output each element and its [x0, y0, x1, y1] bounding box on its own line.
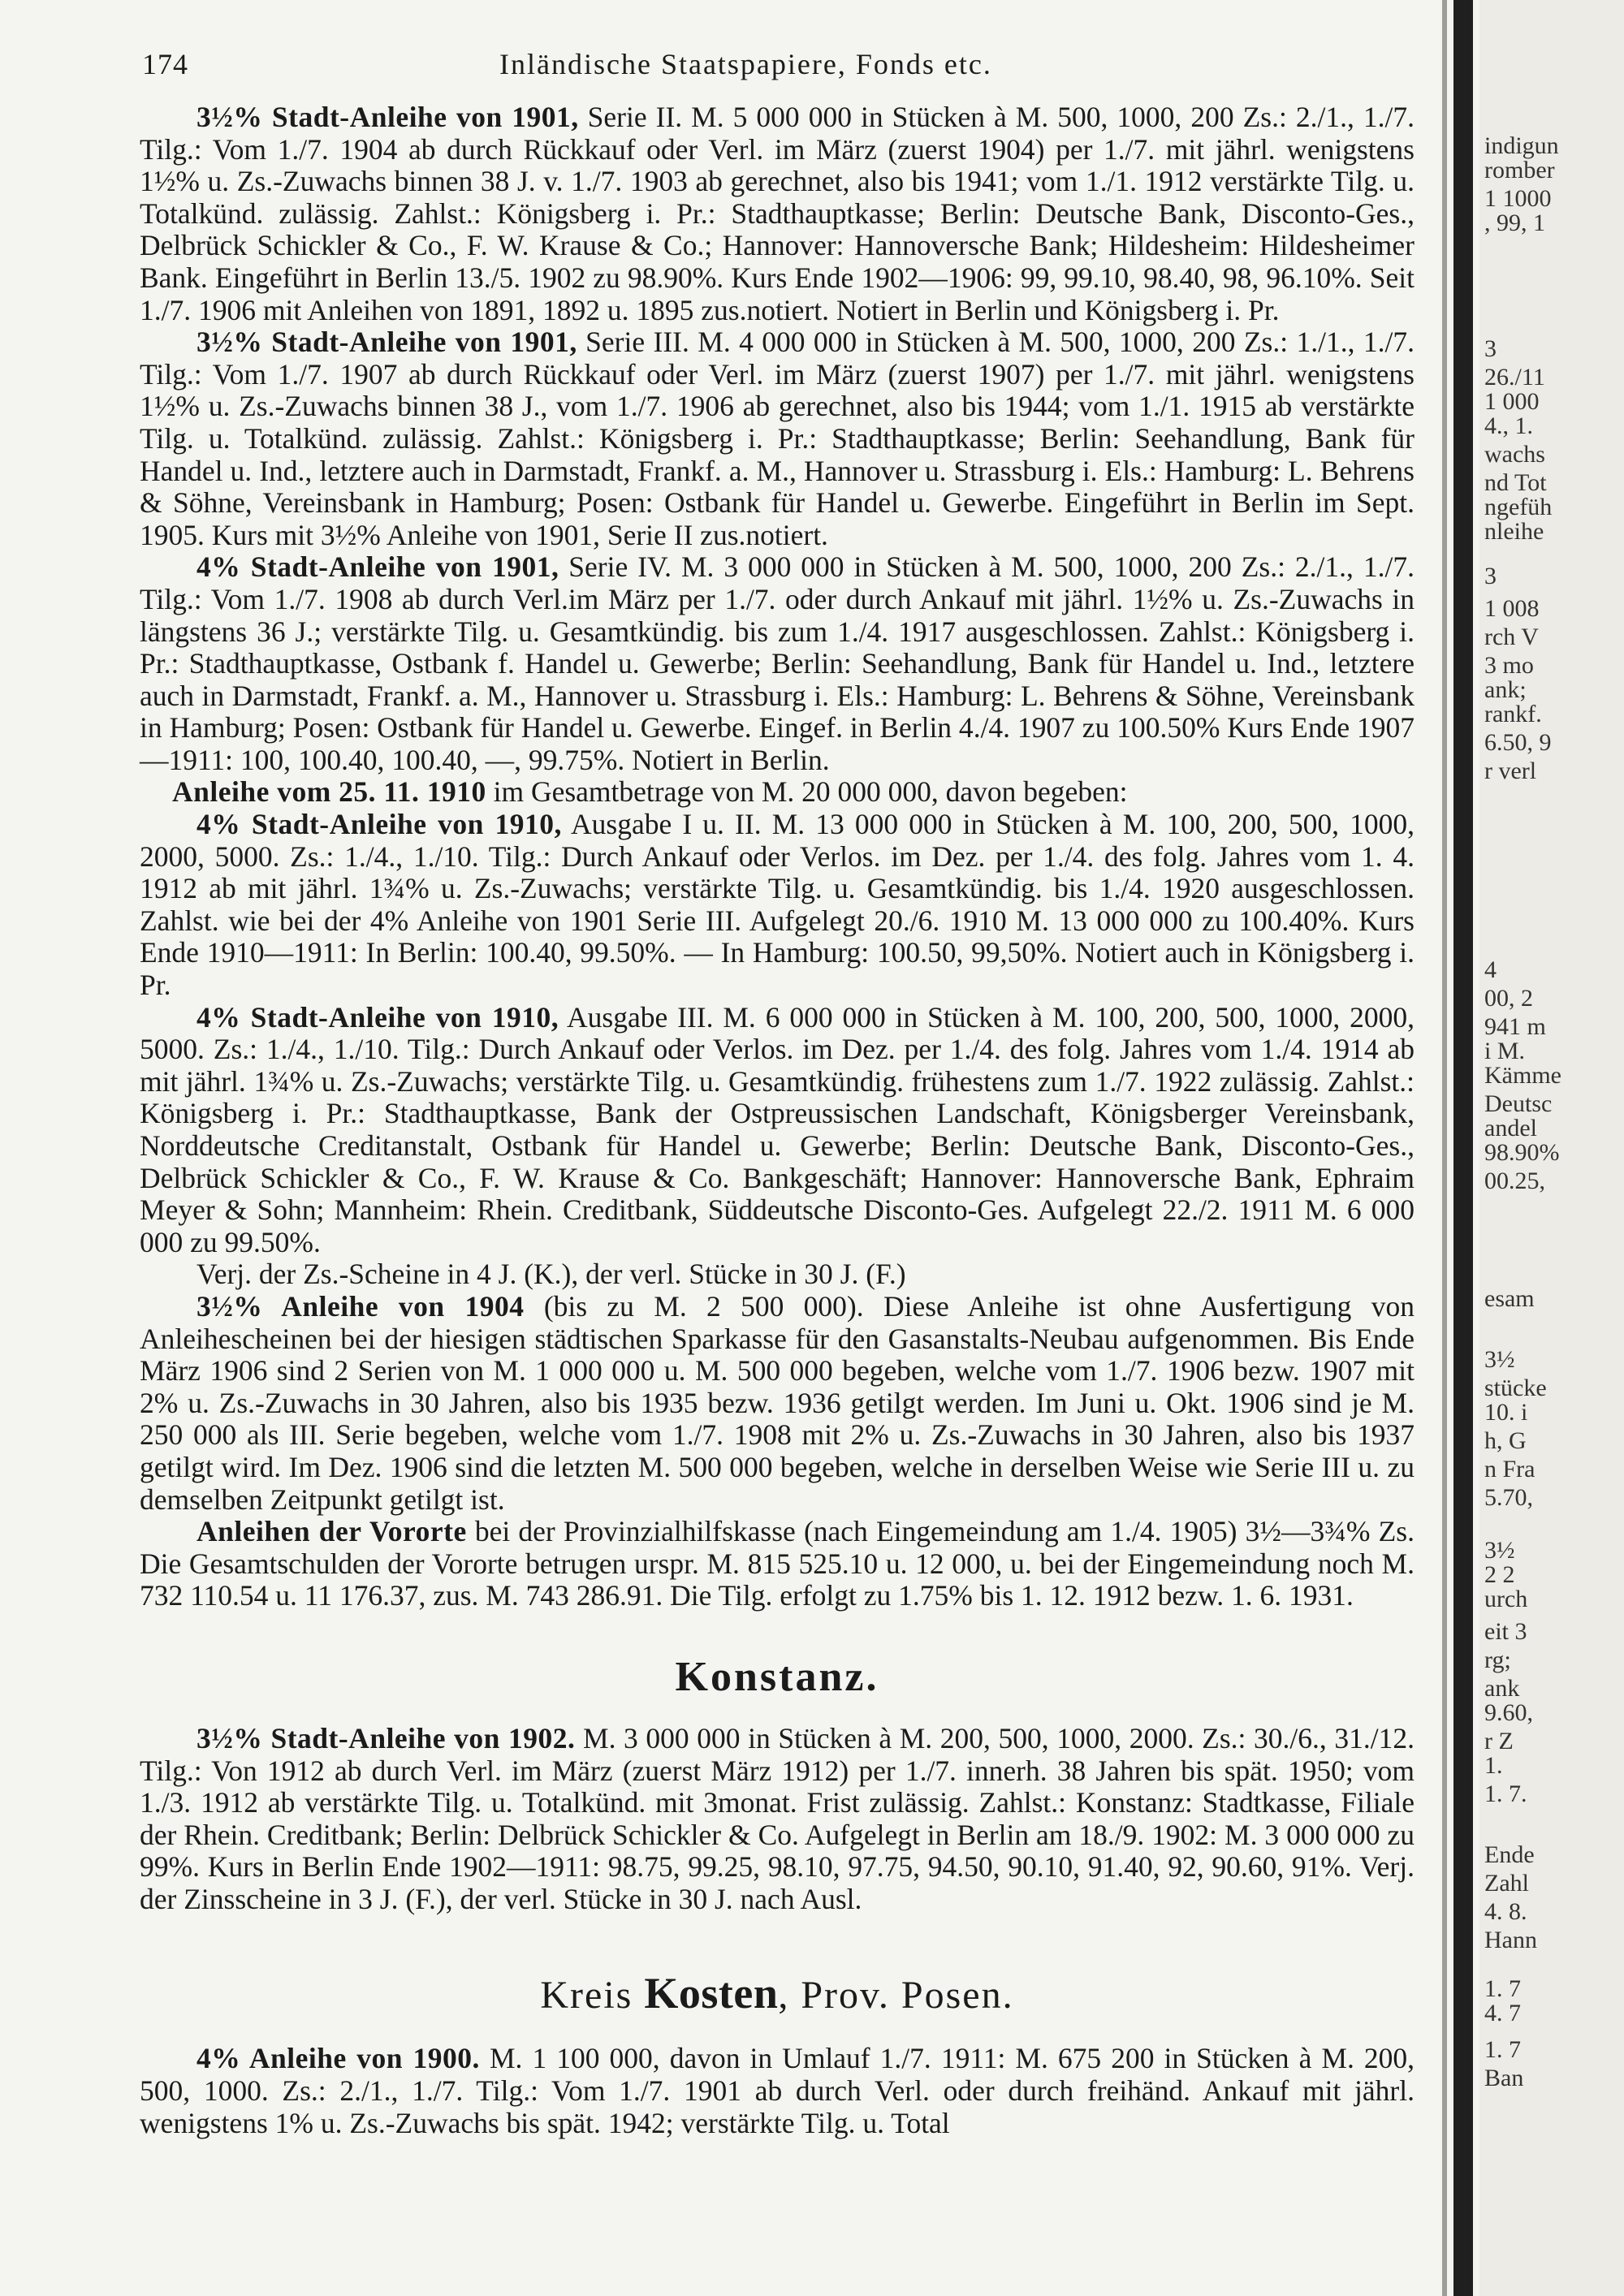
adjacent-page-fragment: Hann — [1484, 1927, 1537, 1953]
adjacent-page-fragment: 4., 1. — [1484, 412, 1533, 439]
entry-text: Serie IV. M. 3 000 000 in Stücken à M. 500, 1000, 200 Zs.: 2./1., 1./7. Tilg.: Vom 1./7. 1908 ab durch Verl.im März per 1./7. oder durch Ankauf mit jährl. 1½% u. Zs.-Zuwachs in längstens 36 J.; verstärkte Tilg. u. Gesamtkündig. bis zum 1./4. 1917 ausgeschlossen. Zahlst.: Königsberg i. Pr.: Stadthauptkasse, Ostbank f. Handel u. Gewerbe; Berlin: Seehandlung, Bank für Handel u. Ind., letztere auch in Darmstadt, Frankf. a. M., Hannover u. Strassburg i. Els.: Hamburg: L. Behrens & Söhne, Vereinsbank in Hamburg; Posen: Ostbank für Handel u. Gewerbe. Eingef. in Berlin 4./4. 1907 zu 100.50% Kurs Ende 1907—1911: 100, 100.40, 100.40, —, 99.75%. Notiert in Berlin. — [140, 550, 1415, 776]
adjacent-page-fragment: 98.90% — [1484, 1139, 1560, 1166]
adjacent-page-fragment: nd Tot — [1484, 469, 1547, 496]
adjacent-page-fragment: r Z — [1484, 1728, 1514, 1754]
entry-title: Anleihe vom 25. 11. 1910 — [172, 775, 486, 809]
heading-prefix: Kreis — [540, 1974, 645, 2018]
adjacent-page-fragment: wachs — [1484, 441, 1545, 468]
adjacent-page-fragment: urch — [1484, 1586, 1528, 1612]
entry-title: Anleihen der Vororte — [197, 1515, 467, 1548]
adjacent-page-fragment: 1. 7 — [1484, 2036, 1521, 2063]
adjacent-page-fragment: romber — [1484, 157, 1555, 183]
entry-text: (bis zu M. 2 500 000). Diese Anleihe ist ohne Ausfertigung von Anleihescheinen bei der hiesigen städtischen Sparkasse für den Gasanstalts-Neubau aufgenommen. Bis Ende März 1906 sind 2 Serien von M. 1 000 000 u. M. 500 000 begeben, welche vom 1./7. 1906 bezw. 1907 mit 2% u. Zs.-Zuwachs in 30 Jahren, also bis 1935 bezw. 1936 getilgt werden. Im Juni u. Okt. 1906 sind je M. 250 000 als III. Serie begeben, welche vom 1./7. 1908 mit 2% u. Zs.-Zuwachs in 30 Jahren, also bis 1937 getilgt wird. Im Dez. 1906 sind die letzten M. 500 000 begeben, welche in derselben Weise wie Serie III u. zu demselben Zeitpunkt getilgt ist. — [140, 1289, 1415, 1516]
adjacent-page-fragment: 3½ — [1484, 1346, 1515, 1373]
heading-place: Kosten — [644, 1969, 779, 2018]
adjacent-page-fragment: ank; — [1484, 676, 1527, 703]
adjacent-page-fragment: nleihe — [1484, 518, 1544, 545]
main-text-column — [140, 101, 1415, 2139]
page-header — [142, 47, 1409, 96]
entry-text: Ausgabe III. M. 6 000 000 in Stücken à M. 100, 200, 500, 1000, 2000, 5000. Zs.: 1./4., 1./10. Tilg.: Durch Ankauf oder Verlos. im Dez. per 1./4. des folg. Jahres vom 1./4. 1914 ab mit jährl. 1¾% u. Zs.-Zuwachs; verstärkte Tilg. u. Gesamtkündig. frühestens zum 1./7. 1922 zulässig. Zahlst.: Königsberg i. Pr.: Stadthauptkasse, Bank der Ostpreussischen Landschaft, Königsberger Vereinsbank, Norddeutsche Creditanstalt, Ostbank für Handel u. Gewerbe; Berlin: Deutsche Bank, Disconto-Ges., Delbrück Schickler & Co., F. W. Krause & Co. Bankgeschäft; Hannover: Hannoversche Bank, Ephraim Meyer & Sohn; Mannheim: Rhein. Creditbank, Süddeutsche Disconto-Ges. Aufgelegt 22./2. 1911 M. 6 000 000 zu 99.50%. — [140, 1000, 1415, 1258]
adjacent-page-fragment: 00, 2 — [1484, 985, 1533, 1012]
running-title: Inländische Staatspapiere, Fonds etc. — [499, 48, 992, 80]
entry-text: Ausgabe I u. II. M. 13 000 000 in Stücken à M. 100, 200, 500, 1000, 2000, 5000. Zs.: 1./4., 1./10. Tilg.: Durch Ankauf oder Verlos. im Dez. per 1./4. des folg. Jahres vom 1. 4. 1912 ab mit jährl. 1¾% u. Zs.-Zuwachs; verstärkte Tilg. u. Gesamtkündig. bis 1./4. 1920 ausgeschlossen. Zahlst. wie bei der 4% Anleihe von 1901 Serie III. Aufgelegt 20./6. 1910 M. 13 000 000 zu 100.40%. Kurs Ende 1910—1911: In Berlin: 100.40, 99.50%. — In Hamburg: 100.50, 99,50%. Notiert auch in Königsberg i. Pr. — [140, 808, 1415, 1002]
adjacent-page-fragment: Deutsc — [1484, 1090, 1553, 1117]
adjacent-page-fragment: 1 008 — [1484, 595, 1540, 622]
adjacent-page-fragment: rg; — [1484, 1646, 1511, 1673]
entry-title: 3½% Stadt-Anleihe von 1902. — [197, 1721, 576, 1754]
adjacent-page-fragment: Zahl — [1484, 1870, 1529, 1897]
entry-title: 3½% Stadt-Anleihe von 1901, — [197, 326, 577, 359]
adjacent-page-fragment: 3½ — [1484, 1537, 1515, 1564]
entry-title: 4% Stadt-Anleihe von 1901, — [197, 550, 559, 584]
adjacent-page-fragment: 3 — [1484, 563, 1497, 589]
adjacent-page-fragment: Kämme — [1484, 1062, 1561, 1089]
adjacent-page-fragment: 1. 7 — [1484, 1975, 1521, 2002]
adjacent-page-fragment: 2 2 — [1484, 1561, 1515, 1588]
adjacent-page-fragment: Ende — [1484, 1841, 1535, 1868]
adjacent-page-fragment: 941 m — [1484, 1013, 1546, 1040]
entry-paragraph — [140, 1002, 1415, 1259]
adjacent-page-fragment: esam — [1484, 1285, 1535, 1312]
page-edge — [1442, 0, 1447, 2296]
adjacent-page-fragment: 5.70, — [1484, 1484, 1533, 1511]
adjacent-page-fragment: andel — [1484, 1115, 1537, 1142]
adjacent-page-fragment: ank — [1484, 1675, 1520, 1702]
adjacent-page-fragment: 9.60, — [1484, 1699, 1533, 1726]
adjacent-page-fragment: rankf. — [1484, 701, 1542, 727]
adjacent-page-fragment: Ban — [1484, 2065, 1524, 2091]
adjacent-page-fragment: 4 — [1484, 956, 1497, 983]
adjacent-page-fragment: 1. 7. — [1484, 1780, 1527, 1807]
adjacent-page-strip — [1479, 0, 1624, 2296]
entry-text: Serie III. M. 4 000 000 in Stücken à M. 500, 1000, 200 Zs.: 1./1., 1./7. Tilg.: Vom 1./7. 1907 ab durch Rückkauf oder Verl. im März (zuerst 1907) per 1./7. mit jährl. wenigstens 1½% u. Zs.-Zuwachs binnen 38 J., vom 1./7. 1906 ab gerechnet, also bis 1944; vom 1./1. 1915 ab verstärkte Tilg. u. Totalkünd. zulässig. Zahlst.: Königsberg i. Pr.: Stadthauptkasse; Berlin: Seehandlung, Bank für Handel u. Ind., letztere auch in Darmstadt, Frankf. a. M., Hannover u. Strassburg i. Els.: Hamburg: L. Behrens & Söhne, Vereinsbank in Hamburg; Posen: Ostbank für Handel u. Gewerbe. Eingeführt in Berlin im Sept. 1905. Kurs mit 3½% Anleihe von 1901, Serie II zus.notiert. — [140, 326, 1415, 551]
page-number: 174 — [142, 48, 188, 80]
entry-paragraph — [140, 326, 1415, 551]
entry-text: M. 1 100 000, davon in Umlauf 1./7. 1911: M. 675 200 in Stücken à M. 200, 500, 1000. Zs.: 2./1., 1./7. Tilg.: Vom 1./7. 1901 ab durch Verl. oder durch freihänd. Ankauf mit jährl. wenigstens 1% u. Zs.-Zuwachs bis spät. 1942; verstärkte Tilg. u. Total — [140, 2042, 1415, 2139]
adjacent-page-fragment: 3 mo — [1484, 652, 1534, 679]
adjacent-page-fragment: n Fra — [1484, 1456, 1535, 1482]
adjacent-page-fragment: 4. 8. — [1484, 1898, 1527, 1925]
entry-text: im Gesamtbetrage von M. 20 000 000, davon begeben: — [486, 775, 1128, 809]
entry-paragraph — [140, 1516, 1415, 1612]
adjacent-page-fragment: 6.50, 9 — [1484, 729, 1552, 756]
adjacent-page-fragment: eit 3 — [1484, 1618, 1527, 1645]
adjacent-page-fragment: 1 000 — [1484, 388, 1540, 415]
entry-text: Serie II. M. 5 000 000 in Stücken à M. 500, 1000, 200 Zs.: 2./1., 1./7. Tilg.: Vom 1./7. 1904 ab durch Rückkauf oder Verl. im März (zuerst 1904) per 1./7. mit jährl. wenigstens 1½% u. Zs.-Zuwachs binnen 38 J. v. 1./7. 1903 ab gerechnet, also bis 1941; vom 1./1. 1912 verstärkte Tilg. u. Totalkünd. zulässig. Zahlst.: Königsberg i. Pr.: Stadthauptkasse; Berlin: Deutsche Bank, Disconto-Ges., Delbrück Schickler & Co., F. W. Krause & Co.; Hannover: Hannoversche Bank; Hildesheim: Hildesheimer Bank. Eingeführt in Berlin 13./5. 1902 zu 98.90%. Kurs Ende 1902—1906: 99, 99.10, 98.40, 98, 96.10%. Seit 1./7. 1906 mit Anleihen von 1891, 1892 u. 1895 zus.notiert. Notiert in Berlin und Königsberg i. Pr. — [140, 101, 1415, 326]
entry-text: M. 3 000 000 in Stücken à M. 200, 500, 1000, 2000. Zs.: 30./6., 31./12. Tilg.: Von 1912 ab durch Verl. im März (zuerst März 1912) per 1./7. innerh. 38 Jahren bis spät. 1950; vom 1./3. 1912 ab verstärkte Tilg. u. Totalkünd. mit 3monat. Frist zulässig. Zahlst.: Konstanz: Stadtkasse, Filiale der Rhein. Creditbank; Berlin: Delbrück Schickler & Co. Aufgelegt in Berlin am 18./9. 1902: M. 3 000 000 zu 99%. Kurs in Berlin Ende 1902—1911: 98.75, 99.25, 98.10, 97.75, 94.50, 90.10, 91.40, 92, 90.60, 91%. Verj. der Zinsscheine in 3 J. (F.), der verl. Stücke in 30 J. nach Ausl. — [140, 1721, 1415, 1915]
entry-text: bei der Provinzialhilfskasse (nach Eingemeindung am 1./4. 1905) 3½—3¾% Zs. Die Gesamtschulden der Vororte betrugen urspr. M. 815 525.10 u. 12 000, u. bei der Eingemeindung noch M. 732 110.54 u. 11 176.37, zus. M. 743 286.91. Die Tilg. erfolgt zu 1.75% bis 1. 12. 1912 bezw. 1. 6. 1931. — [140, 1515, 1415, 1612]
entry-title: 3½% Anleihe von 1904 — [197, 1289, 525, 1323]
entry-title: 4% Anleihe von 1900. — [197, 2042, 480, 2075]
section-heading-konstanz: Konstanz. — [675, 1653, 879, 1700]
adjacent-page-fragment: indigun — [1484, 132, 1559, 159]
adjacent-page-fragment: h, G — [1484, 1427, 1527, 1454]
adjacent-page-fragment: 4. 7 — [1484, 2000, 1521, 2026]
entry-paragraph — [140, 2043, 1415, 2139]
entry-paragraph — [140, 1258, 1415, 1291]
adjacent-page-fragment: 00.25, — [1484, 1167, 1545, 1194]
adjacent-page-fragment: 1 1000 — [1484, 185, 1552, 212]
adjacent-page-fragment: 26./11 — [1484, 364, 1545, 391]
entry-paragraph — [140, 101, 1415, 326]
adjacent-page-fragment: rch V — [1484, 624, 1539, 650]
adjacent-page-fragment: stücke — [1484, 1375, 1547, 1401]
section-heading-kosten — [140, 1967, 1415, 2022]
adjacent-page-fragment: , 99, 1 — [1484, 209, 1545, 236]
entry-title: 3½% Stadt-Anleihe von 1901, — [197, 101, 579, 133]
binding-gutter — [1453, 0, 1473, 2296]
adjacent-page-fragment: 1. — [1484, 1752, 1503, 1779]
heading-suffix: , Prov. Posen. — [778, 1974, 1014, 2018]
entry-paragraph — [140, 1291, 1415, 1516]
entry-paragraph — [140, 1723, 1415, 1916]
adjacent-page-fragment: 10. i — [1484, 1399, 1528, 1426]
entry-title: 4% Stadt-Anleihe von 1910, — [197, 808, 562, 841]
adjacent-page-fragment: i M. — [1484, 1038, 1526, 1064]
entry-paragraph — [140, 551, 1415, 776]
adjacent-page-fragment: ngefüh — [1484, 494, 1553, 520]
entry-paragraph — [140, 809, 1415, 1002]
entry-paragraph — [140, 776, 1415, 809]
entry-title: 4% Stadt-Anleihe von 1910, — [197, 1000, 559, 1034]
entry-text: Verj. der Zs.-Scheine in 4 J. (K.), der verl. Stücke in 30 J. (F.) — [197, 1258, 906, 1291]
adjacent-page-fragment: r verl — [1484, 757, 1537, 784]
adjacent-page-fragment: 3 — [1484, 335, 1497, 362]
